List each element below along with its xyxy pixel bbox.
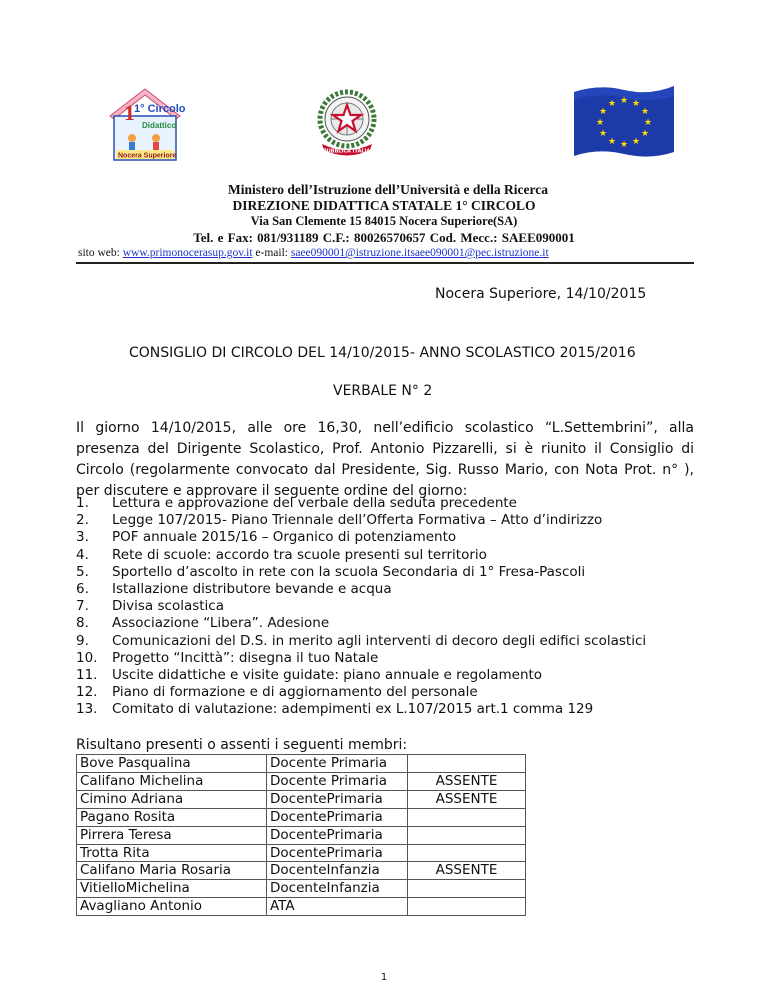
agenda-item [76, 547, 706, 564]
agenda-item-number: 10. [76, 649, 98, 666]
place-date: Nocera Superiore, 14/10/2015 [435, 286, 647, 302]
member-name: Pirrera Teresa [77, 826, 267, 844]
table-row [77, 826, 526, 844]
svg-text:★: ★ [607, 137, 617, 147]
member-name: Avagliano Antonio [77, 898, 267, 916]
member-name: Pagano Rosita [77, 808, 267, 826]
member-status [408, 844, 526, 862]
agenda-item [76, 684, 706, 701]
agenda-item-text: Sportello d’ascolto in rete con la scuola Secondaria di 1° Fresa-Pascoli [112, 563, 586, 580]
svg-text:★: ★ [607, 99, 617, 109]
ministry-line: Ministero dell’Istruzione dell’Università e della Ricerca [227, 182, 549, 197]
table-row [77, 772, 526, 790]
agenda-item-number: 4. [76, 546, 89, 563]
member-status [408, 755, 526, 773]
member-status [408, 826, 526, 844]
member-status: ASSENTE [408, 790, 526, 808]
email-link[interactable]: saee090001@istruzione.it [290, 247, 411, 259]
agenda-item-text: Associazione “Libera”. Adesione [112, 615, 330, 632]
member-name: Bove Pasqualina [77, 755, 267, 773]
svg-text:★: ★ [598, 129, 608, 139]
agenda-item [76, 495, 706, 512]
emblem-ribbon-text: REPUBBLICA ITALIANA [315, 148, 379, 155]
member-role: DocentePrimaria [267, 844, 408, 862]
member-role: DocenteInfanzia [267, 862, 408, 880]
svg-text:★: ★ [631, 99, 641, 109]
contacts-line: Tel. e Fax: 081/931189 C.F.: 80026570657 Cod. Mecc.: SAEE090001 [193, 230, 575, 245]
agenda-item-text: Piano di formazione e di aggiornamento del personale [112, 684, 478, 701]
italian-republic-emblem [312, 86, 382, 160]
school-logo-line2: Didattico [142, 121, 177, 130]
agenda-item-number: 6. [76, 581, 89, 598]
agenda-item-number: 12. [76, 684, 98, 701]
svg-text:★: ★ [598, 107, 608, 117]
agenda-item [76, 581, 706, 598]
agenda-item [76, 615, 706, 632]
agenda-item-number: 3. [76, 529, 89, 546]
agenda-item-number: 9. [76, 632, 89, 649]
eu-flag [570, 82, 678, 160]
member-name: VitielloMichelina [77, 880, 267, 898]
website-link[interactable]: www.primonocerasup.gov.it [122, 247, 253, 259]
svg-text:★: ★ [631, 137, 641, 147]
member-role: DocentePrimaria [267, 790, 408, 808]
agenda-item [76, 650, 706, 667]
council-title: CONSIGLIO DI CIRCOLO DEL 14/10/2015- ANNO SCOLASTICO 2015/2016 [129, 345, 636, 361]
agenda-item-number: 7. [76, 598, 89, 615]
table-row [77, 755, 526, 773]
member-role: DocentePrimaria [267, 808, 408, 826]
agenda-item [76, 512, 706, 529]
agenda-item-text: Rete di scuole: accordo tra scuole presenti sul territorio [112, 546, 487, 563]
svg-text:★: ★ [640, 129, 650, 139]
svg-text:★: ★ [595, 118, 605, 128]
agenda-item-text: Lettura e approvazione del verbale della seduta precedente [112, 495, 517, 511]
member-role: Docente Primaria [267, 772, 408, 790]
pec-link[interactable]: saee090001@pec.istruzione.it [410, 247, 549, 259]
agenda-item-text: Uscite didattiche e visite guidate: piano annuale e regolamento [112, 667, 543, 684]
minutes-number: VERBALE N° 2 [333, 383, 433, 399]
members-caption: Risultano presenti o assenti i seguenti membri: [76, 737, 408, 753]
agenda-item-text: Legge 107/2015- Piano Triennale dell’Offerta Formativa – Atto d’indirizzo [112, 512, 603, 529]
member-status [408, 808, 526, 826]
member-name: Trotta Rita [77, 844, 267, 862]
school-logo [104, 86, 186, 164]
svg-text:★: ★ [619, 140, 629, 150]
agenda-item-text: Comunicazioni del D.S. in merito agli interventi di decoro degli edifici scolastici [112, 632, 647, 649]
member-name: Califano Michelina [77, 772, 267, 790]
member-status [408, 898, 526, 916]
member-role: Docente Primaria [267, 755, 408, 773]
agenda-item [76, 701, 706, 718]
agenda-item-number: 8. [76, 615, 89, 632]
member-name: Califano Maria Rosaria [77, 862, 267, 880]
agenda-item-text: Progetto “Incittà”: disegna il tuo Natale [112, 649, 379, 666]
svg-text:★: ★ [640, 107, 650, 117]
header-divider [76, 262, 694, 264]
school-logo-line1: 1° Circolo [134, 103, 186, 115]
agenda-item [76, 667, 706, 684]
school-name-line: DIREZIONE DIDATTICA STATALE 1° CIRCOLO [232, 198, 536, 213]
agenda-item [76, 598, 706, 615]
agenda-item-number: 11. [76, 667, 98, 684]
school-logo-line3: Nocera Superiore [118, 152, 177, 160]
web-contacts-line [78, 247, 549, 259]
agenda-item-number: 5. [76, 563, 89, 580]
agenda-item-text: Comitato di valutazione: adempimenti ex L.107/2015 art.1 comma 129 [112, 701, 594, 718]
agenda-item-text: POF annuale 2015/16 – Organico di potenziamento [112, 529, 457, 546]
table-row [77, 898, 526, 916]
table-row [77, 808, 526, 826]
table-row [77, 790, 526, 808]
members-table [76, 754, 526, 916]
table-row [77, 880, 526, 898]
member-role: DocentePrimaria [267, 826, 408, 844]
table-row [77, 862, 526, 880]
member-status [408, 880, 526, 898]
member-status: ASSENTE [408, 772, 526, 790]
agenda-item-number: 2. [76, 512, 89, 529]
agenda-item-text: Istallazione distributore bevande e acqua [112, 581, 392, 598]
address-line: Via San Clemente 15 84015 Nocera Superiore(SA) [250, 214, 518, 228]
agenda-item [76, 529, 706, 546]
page-number: 1 [380, 972, 388, 983]
svg-text:1: 1 [124, 100, 135, 125]
agenda-item-number: 1. [76, 495, 89, 511]
table-row [77, 844, 526, 862]
member-status: ASSENTE [408, 862, 526, 880]
member-role: DocenteInfanzia [267, 880, 408, 898]
agenda-item [76, 633, 706, 650]
agenda-item-text: Divisa scolastica [112, 598, 224, 615]
agenda-item-number: 13. [76, 701, 98, 718]
agenda-item [76, 564, 706, 581]
intro-paragraph: Il giorno 14/10/2015, alle ore 16,30, nell’edificio scolastico “L.Settembrini”, alla presenza del Dirigente Scolastico, Prof. Antonio Pizzarelli, si è riunito il Consiglio di Circolo (regolarmente convocato dal Presidente, Sig. Russo Mario, con Nota Prot. n° ), per discutere e approvare il seguente ordine del giorno: [76, 420, 694, 499]
email-label: e-mail: [252, 247, 291, 259]
member-role: ATA [267, 898, 408, 916]
svg-text:★: ★ [643, 118, 653, 128]
website-label: sito web: [78, 247, 123, 259]
svg-text:★: ★ [619, 96, 629, 106]
agenda-list [76, 495, 706, 719]
member-name: Cimino Adriana [77, 790, 267, 808]
